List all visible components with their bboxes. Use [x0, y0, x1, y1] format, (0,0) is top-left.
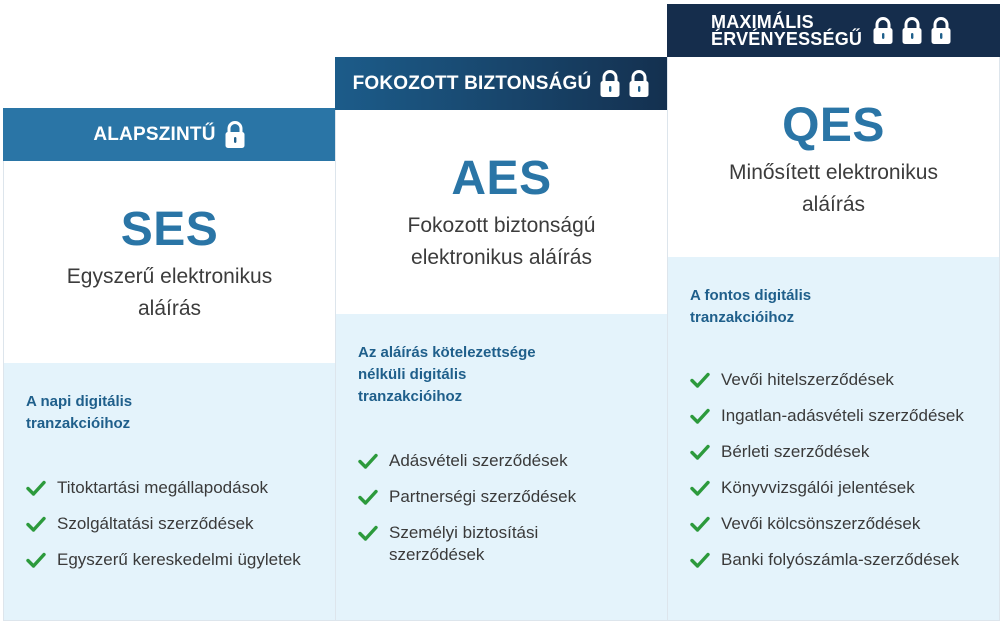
tier-subtitle-line1: Minősített elektronikus: [729, 161, 938, 184]
checkmark-icon: [358, 525, 378, 541]
tier-subtitle-line1: Egyszerű elektronikus: [66, 265, 273, 288]
list-item: Vevői hitelszerződések: [690, 369, 999, 391]
tier-usecases-aes: [336, 314, 667, 620]
list-item: Könyvvizsgálói jelentések: [690, 477, 999, 499]
lock-icon: [628, 69, 650, 98]
tier-header-ses: [3, 108, 336, 161]
tier-intro-line1: Az aláírás kötelezettsége: [358, 344, 536, 361]
checkmark-icon: [690, 480, 710, 496]
tier-subtitle-line2: aláírás: [137, 297, 202, 320]
tier-intro-line2: tranzakcióihoz: [690, 309, 795, 326]
list-item: Egyszerű kereskedelmi ügyletek: [26, 549, 335, 571]
tier-intro-line2: nélküli digitális: [358, 366, 467, 383]
checkmark-icon: [690, 372, 710, 388]
tier-subtitle-line1: Fokozott biztonságú: [407, 214, 596, 237]
tier-code: SES: [120, 203, 219, 256]
tier-intro-line1: A napi digitális: [26, 393, 133, 410]
tier-header-label: MAXIMÁLIS ÉRVÉNYESSÉGŰ: [711, 11, 863, 49]
lock-icon: [224, 120, 246, 149]
checkmark-icon: [690, 408, 710, 424]
tier-card-ses: [3, 108, 336, 621]
checkmark-icon: [358, 489, 378, 505]
tier-header-aes: [335, 57, 668, 110]
tier-subtitle-line2: elektronikus aláírás: [411, 246, 592, 269]
lock-icon: [872, 16, 894, 45]
tier-code: AES: [451, 152, 552, 205]
lock-icon: [930, 16, 952, 45]
tier-subtitle-line2: aláírás: [801, 193, 866, 216]
lock-icon: [901, 16, 923, 45]
list-item: Személyi biztosítási szerződések: [358, 522, 667, 566]
tier-header-label: FOKOZOTT BIZTONSÁGÚ: [352, 72, 592, 94]
tier-intro-line1: A fontos digitális: [690, 287, 812, 304]
lock-icon: [599, 69, 621, 98]
checkmark-icon: [358, 453, 378, 469]
checkmark-icon: [26, 480, 46, 496]
checkmark-icon: [26, 552, 46, 568]
checkmark-icon: [690, 444, 710, 460]
list-item: Vevői kölcsönszerződések: [690, 513, 999, 535]
list-item: Bérleti szerződések: [690, 441, 999, 463]
checkmark-icon: [690, 516, 710, 532]
tier-intro-line3: tranzakcióihoz: [358, 388, 463, 405]
list-item: Adásvételi szerződések: [358, 450, 667, 472]
tier-card-qes: [667, 4, 1000, 621]
tier-intro-line2: tranzakcióihoz: [26, 415, 131, 432]
tier-header-label: ALAPSZINTŰ: [93, 123, 216, 145]
list-item: Partnerségi szerződések: [358, 486, 667, 508]
checkmark-icon: [690, 552, 710, 568]
list-item: Szolgáltatási szerződések: [26, 513, 335, 535]
tier-usecases-qes: [668, 257, 999, 620]
tier-header-qes: [667, 4, 1000, 57]
list-item: Ingatlan-adásvételi szerződések: [690, 405, 999, 427]
tier-card-aes: [335, 57, 668, 621]
tier-code: QES: [782, 99, 885, 152]
tier-usecases-ses: [4, 363, 335, 620]
list-item: Banki folyószámla-szerződések: [690, 549, 999, 571]
checkmark-icon: [26, 516, 46, 532]
list-item: Titoktartási megállapodások: [26, 477, 335, 499]
